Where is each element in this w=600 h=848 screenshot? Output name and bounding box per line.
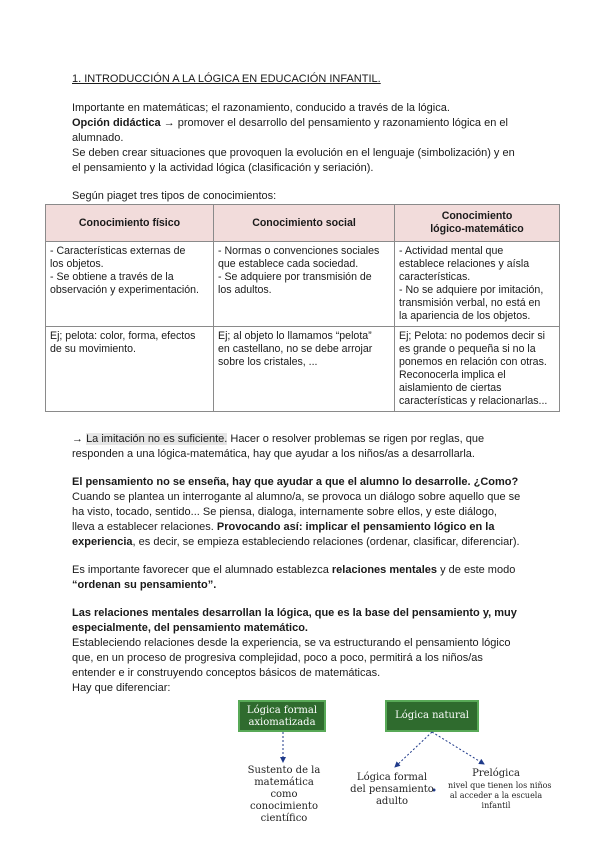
- option-text: → promover el desarrollo del pensamiento y razonamiento lógica en el: [160, 117, 508, 129]
- option-line-2: alumnado.: [72, 132, 124, 144]
- prelogic-desc: nivel que tienen los niños al acceder a la escuela infantil: [448, 781, 552, 810]
- relations-title-2: especialmente, del pensamiento matemático.: [72, 622, 308, 634]
- piaget-line: Según piaget tres tipos de conocimientos:: [72, 190, 277, 202]
- header-physical: Conocimiento físico: [46, 205, 214, 242]
- prelogic-title: Prelógica: [472, 768, 520, 779]
- imitation-line-2: responden a una lógica-matemática, hay que ayudar a los niños/as a desarrollarla.: [72, 448, 475, 460]
- relations-line-2: que, en un proceso de progresiva complejidad, poco a poco, permitirá a los niños/as: [72, 652, 483, 664]
- arrow-to-adult: [395, 732, 432, 767]
- scientific-label: Sustento de la matemática como conocimiento científico: [247, 765, 321, 824]
- relations-line-1: Estableciendo relaciones desde la experiencia, se va estructurando el pensamiento lógico: [72, 637, 511, 649]
- natural-logic-box: Lógica natural: [385, 700, 479, 732]
- relations-line-3: entender e ir construyendo conceptos básicos de matemáticas.: [72, 667, 381, 679]
- arrow-to-prelogic: [432, 732, 484, 764]
- cell-physical-desc: - Características externas de los objetos. - Se obtiene a través de la observación y experimentación.: [46, 242, 214, 327]
- relations-line-4: Hay que diferenciar:: [72, 682, 171, 694]
- situations-line-2: el pensamiento y la actividad lógica (clasificación y seriación).: [72, 162, 374, 174]
- cell-social-example: Ej; al objeto lo llamamos “pelota” en castellano, no se debe arrojar sobre los cristales, ...: [214, 327, 395, 412]
- section-heading: 1. INTRODUCCIÓN A LA LÓGICA EN EDUCACIÓN INFANTIL.: [72, 73, 381, 85]
- header-logical: Conocimiento lógico-matemático: [395, 205, 560, 242]
- adult-logic-label: Lógica formal del pensamiento adulto: [350, 772, 434, 807]
- thought-line-3: lleva a establecer relaciones. Provocando así: implicar el pensamiento lógico en la: [72, 521, 495, 533]
- thought-title: El pensamiento no se enseña, hay que ayudar a que el alumno lo desarrolle. ¿Como?: [72, 476, 519, 488]
- cell-logical-example: Ej; Pelota: no podemos decir si es grande o pequeña si no la ponemos en relación con otras. Reconocerla implica el aislamiento de ciertas características y relacionarlas...: [395, 327, 560, 412]
- option-label: Opción didáctica: [72, 117, 161, 129]
- thought-line-2: ha visto, tocado, sentido... Se piensa, dialoga, internamente sobre ellos, y este diálogo,: [72, 506, 497, 518]
- thought-line-1: Cuando se plantea un interrogante al alumno/a, se provoca un diálogo sobre aquello que se: [72, 491, 521, 503]
- relations-title-1: Las relaciones mentales desarrollan la lógica, que es la base del pensamiento y, muy: [72, 607, 517, 619]
- intro-line: Importante en matemáticas; el razonamiento, conducido a través de la lógica.: [72, 102, 450, 114]
- imitation-line: → La imitación no es suficiente. Hacer o resolver problemas se rigen por reglas, que: [72, 433, 485, 445]
- situations-line-1: Se deben crear situaciones que provoquen la evolución en el lenguaje (simbolización) y en: [72, 147, 515, 159]
- cell-physical-example: Ej; pelota: color, forma, efectos de su movimiento.: [46, 327, 214, 412]
- imitation-highlight: La imitación no es suficiente.: [86, 433, 228, 445]
- formal-logic-box: Lógica formal axiomatizada: [238, 700, 326, 732]
- cell-social-desc: - Normas o convenciones sociales que establece cada sociedad. - Se adquiere por transmisión de los adultos.: [214, 242, 395, 327]
- arrow-icon: →: [72, 433, 83, 445]
- favor-line-2: “ordenan su pensamiento”.: [72, 579, 217, 591]
- favor-line-1: Es importante favorecer que el alumnado establezca relaciones mentales y de este modo: [72, 564, 516, 576]
- header-social: Conocimiento social: [214, 205, 395, 242]
- thought-line-4: experiencia, es decir, se empieza estableciendo relaciones (ordenar, clasificar, diferenciar).: [72, 536, 520, 548]
- cell-logical-desc: - Actividad mental que establece relaciones y aísla características. - No se adquiere por imitación, transmisión verbal, no está en la apariencia de los objetos.: [395, 242, 560, 327]
